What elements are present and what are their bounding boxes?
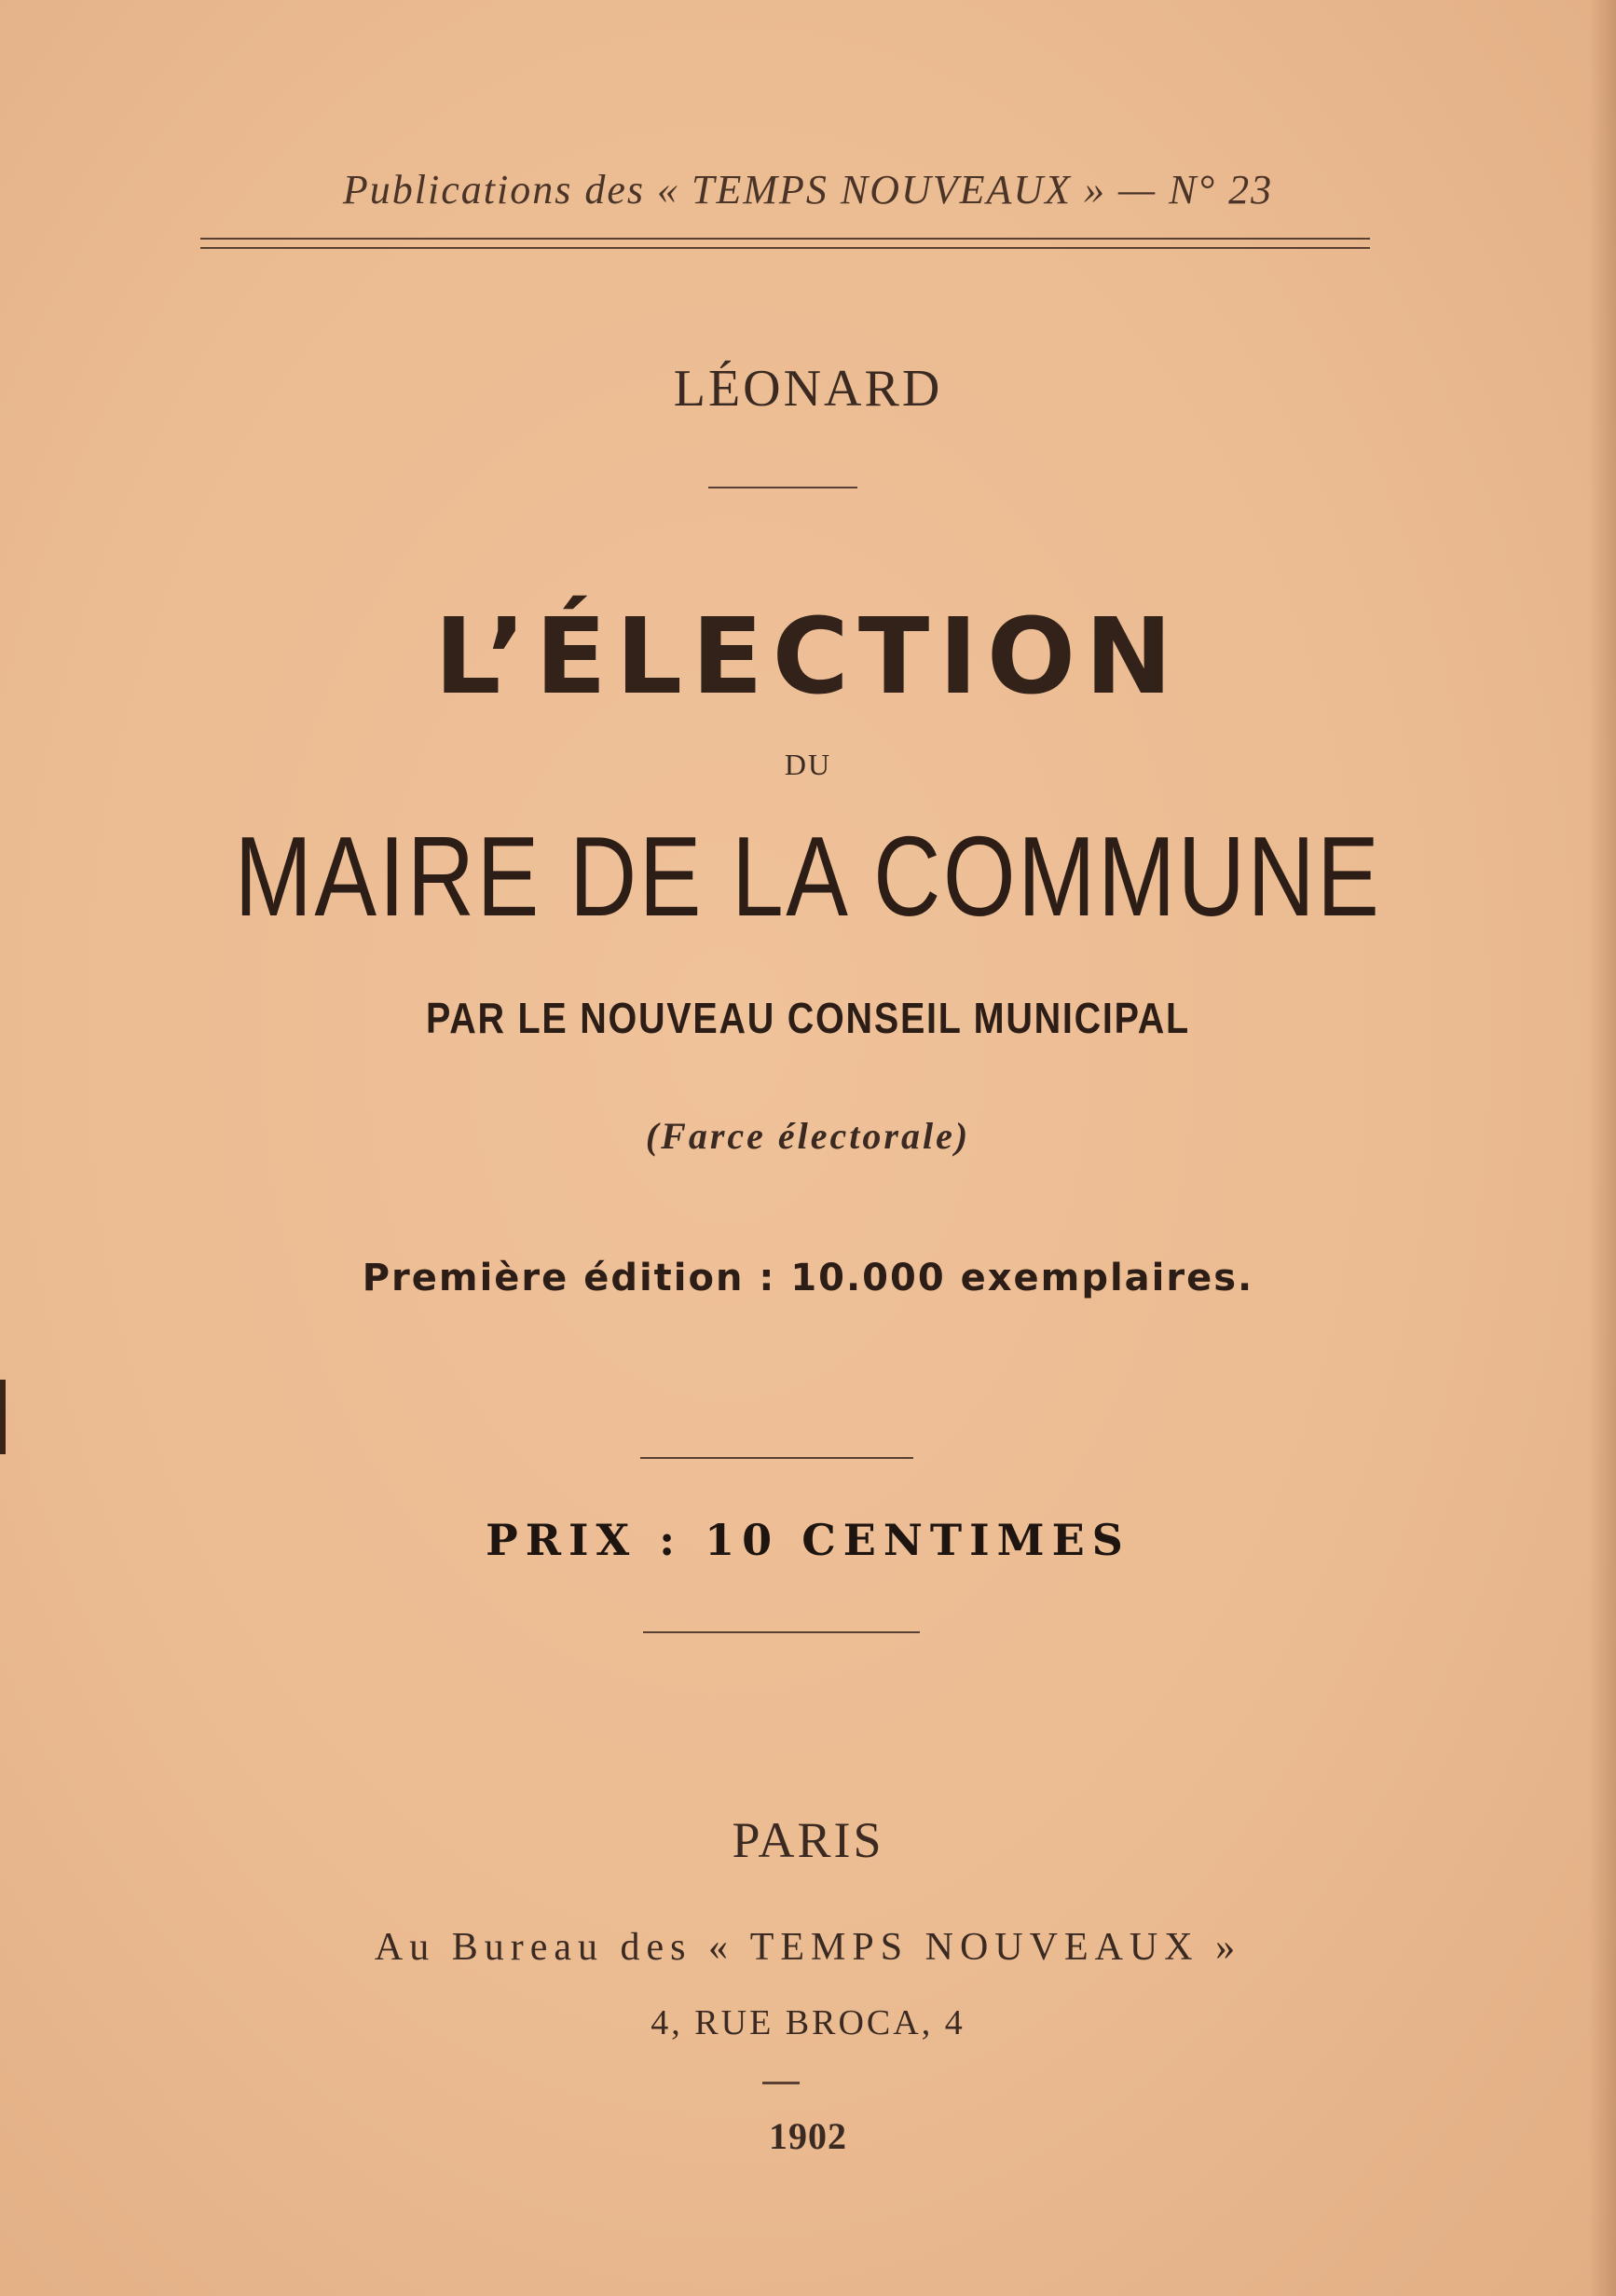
edition-note: Première édition : 10.000 exemplaires. — [362, 1257, 1254, 1299]
author-name: LÉONARD — [673, 360, 943, 418]
publisher: Au Bureau des « TEMPS NOUVEAUX » — [374, 1926, 1242, 1969]
divider-rule — [708, 487, 857, 488]
city: PARIS — [732, 1812, 884, 1868]
double-rule — [200, 238, 1370, 249]
title-connector: DU — [784, 748, 832, 781]
address: 4, RUE BROCA, 4 — [651, 2003, 965, 2042]
genre-note: (Farce électorale) — [645, 1115, 971, 1157]
year: 1902 — [769, 2115, 847, 2157]
main-title: L’ÉLECTION — [434, 597, 1182, 718]
price: PRIX : 10 CENTIMES — [486, 1515, 1130, 1565]
divider-rule — [643, 1631, 920, 1633]
subtitle: MAIRE DE LA COMMUNE — [234, 813, 1382, 940]
binding-mark — [0, 1380, 6, 1454]
byline: PAR LE NOUVEAU CONSEIL MUNICIPAL — [426, 994, 1190, 1042]
divider-dash — [762, 2082, 800, 2084]
divider-rule — [640, 1457, 913, 1459]
series-line: Publications des « TEMPS NOUVEAUX » — N° 23 — [342, 167, 1274, 213]
